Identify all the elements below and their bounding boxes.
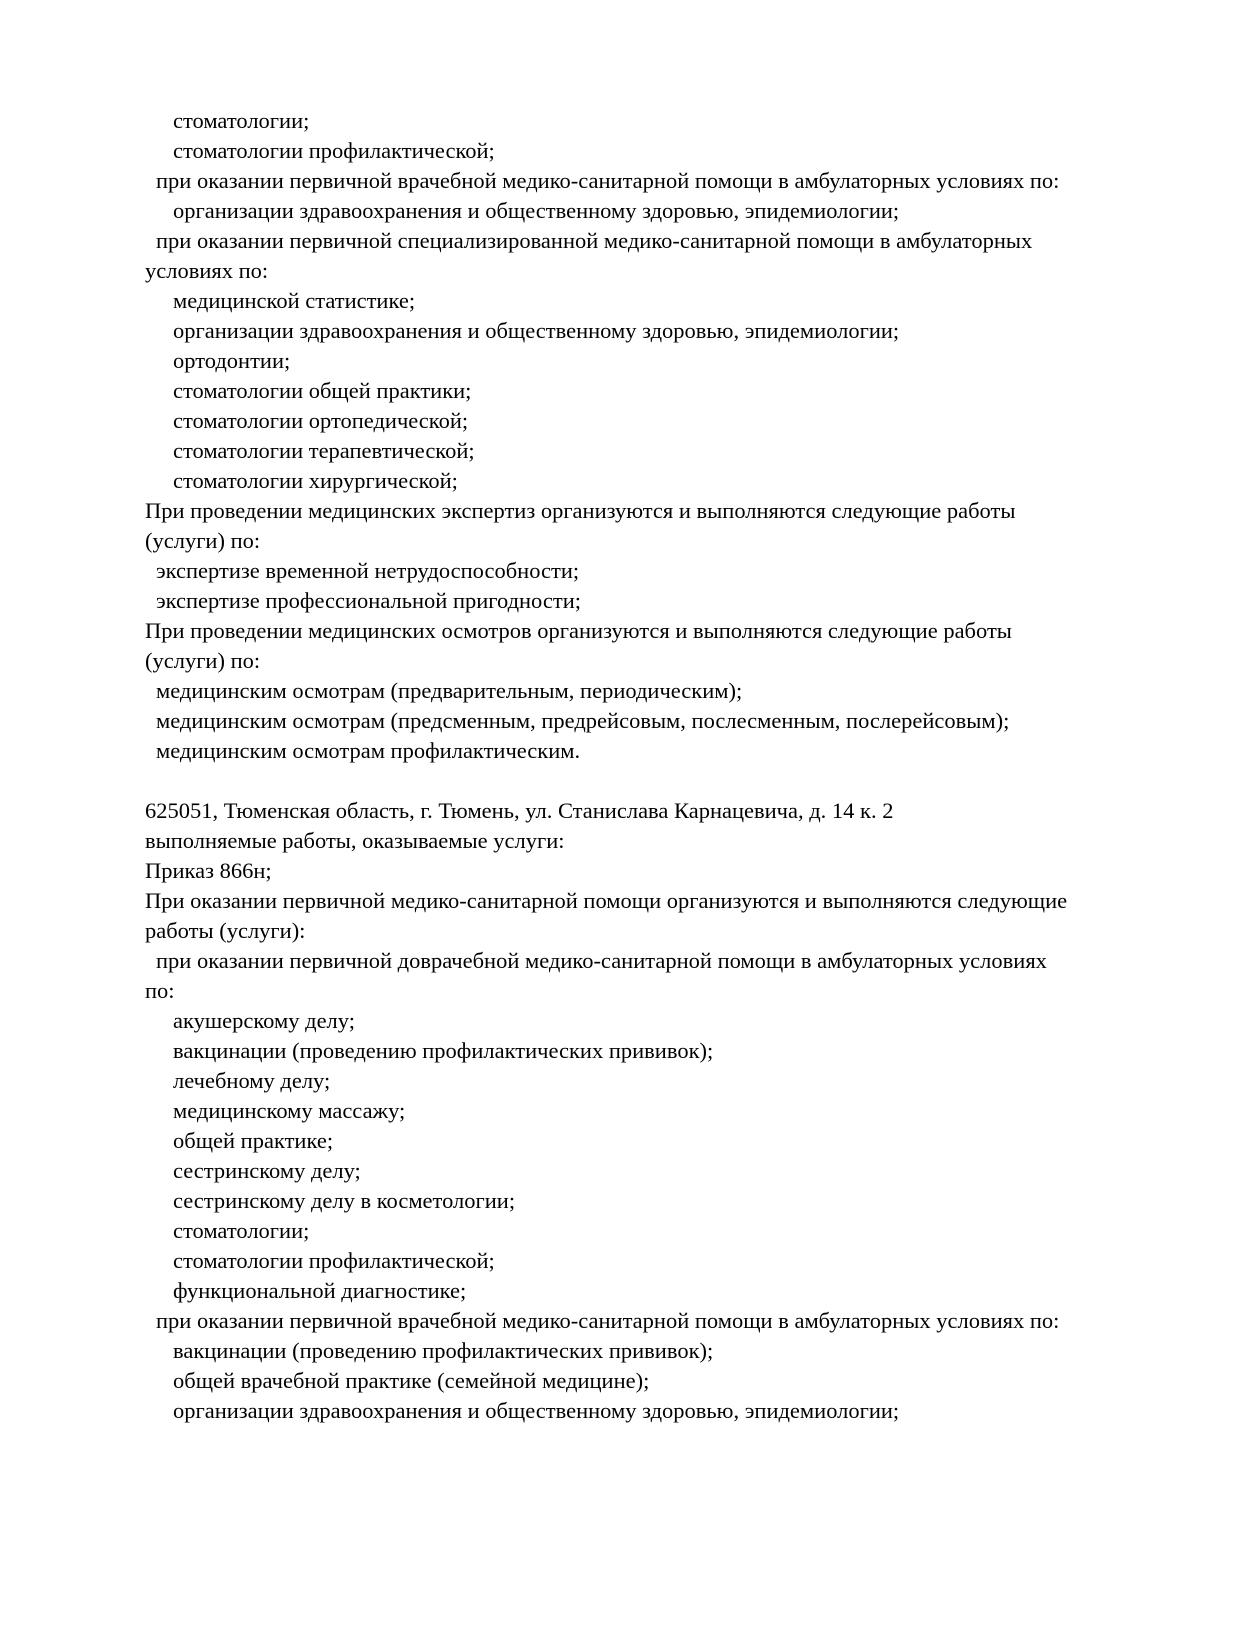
document-blank-line: [145, 766, 1200, 796]
document-line: (услуги) по:: [145, 648, 261, 673]
document-line: лечебному делу;: [173, 1068, 331, 1093]
document-line: (услуги) по:: [145, 528, 261, 553]
document-line: при оказании первичной специализированной медико-санитарной помощи в амбулаторных: [156, 228, 1033, 253]
document-line: При проведении медицинских экспертиз организуются и выполняются следующие работы: [145, 498, 1016, 523]
document-line: при оказании первичной врачебной медико-санитарной помощи в амбулаторных условиях по:: [156, 1308, 1060, 1333]
document-line: акушерскому делу;: [173, 1008, 355, 1033]
document-text-block: [145, 106, 1200, 1426]
document-line: медицинским осмотрам (предсменным, предрейсовым, послесменным, послерейсовым);: [156, 708, 1010, 733]
document-line: стоматологии профилактической;: [173, 138, 495, 163]
document-line: общей врачебной практике (семейной медицине);: [173, 1368, 650, 1393]
document-line: экспертизе профессиональной пригодности;: [156, 588, 581, 613]
document-line: медицинским осмотрам (предварительным, периодическим);: [156, 678, 743, 703]
document-line: медицинским осмотрам профилактическим.: [156, 738, 581, 763]
document-line: 625051, Тюменская область, г. Тюмень, ул. Станислава Карнацевича, д. 14 к. 2: [145, 798, 894, 823]
document-line: при оказании первичной врачебной медико-санитарной помощи в амбулаторных условиях по:: [156, 168, 1060, 193]
document-line: стоматологии хирургической;: [173, 468, 458, 493]
document-line: ортодонтии;: [173, 348, 291, 373]
document-line: стоматологии;: [173, 1218, 310, 1243]
document-line: вакцинации (проведению профилактических прививок);: [173, 1338, 714, 1363]
document-line: работы (услуги):: [145, 918, 306, 943]
document-line: стоматологии терапевтической;: [173, 438, 475, 463]
document-line: При проведении медицинских осмотров организуются и выполняются следующие работы: [145, 618, 1012, 643]
document-line: при оказании первичной доврачебной медико-санитарной помощи в амбулаторных условиях: [156, 948, 1047, 973]
document-line: При оказании первичной медико-санитарной помощи организуются и выполняются следующие: [145, 888, 1068, 913]
document-line: общей практике;: [173, 1128, 334, 1153]
document-line: медицинскому массажу;: [173, 1098, 406, 1123]
document-line: выполняемые работы, оказываемые услуги:: [145, 828, 565, 853]
document-line: функциональной диагностике;: [173, 1278, 467, 1303]
document-line: организации здравоохранения и общественному здоровью, эпидемиологии;: [173, 318, 900, 343]
document-line: стоматологии ортопедической;: [173, 408, 469, 433]
document-line: стоматологии общей практики;: [173, 378, 472, 403]
document-line: экспертизе временной нетрудоспособности;: [156, 558, 580, 583]
document-line: по:: [145, 978, 175, 1003]
document-line: стоматологии профилактической;: [173, 1248, 495, 1273]
document-line: организации здравоохранения и общественному здоровью, эпидемиологии;: [173, 198, 900, 223]
document-line: Приказ 866н;: [145, 858, 272, 883]
document-line: медицинской статистике;: [173, 288, 416, 313]
document-line: вакцинации (проведению профилактических прививок);: [173, 1038, 714, 1063]
document-line: условиях по:: [145, 258, 269, 283]
document-line: сестринскому делу в косметологии;: [173, 1188, 516, 1213]
document-line: сестринскому делу;: [173, 1158, 361, 1183]
document-line: стоматологии;: [173, 108, 310, 133]
document-line: организации здравоохранения и общественному здоровью, эпидемиологии;: [173, 1398, 900, 1423]
